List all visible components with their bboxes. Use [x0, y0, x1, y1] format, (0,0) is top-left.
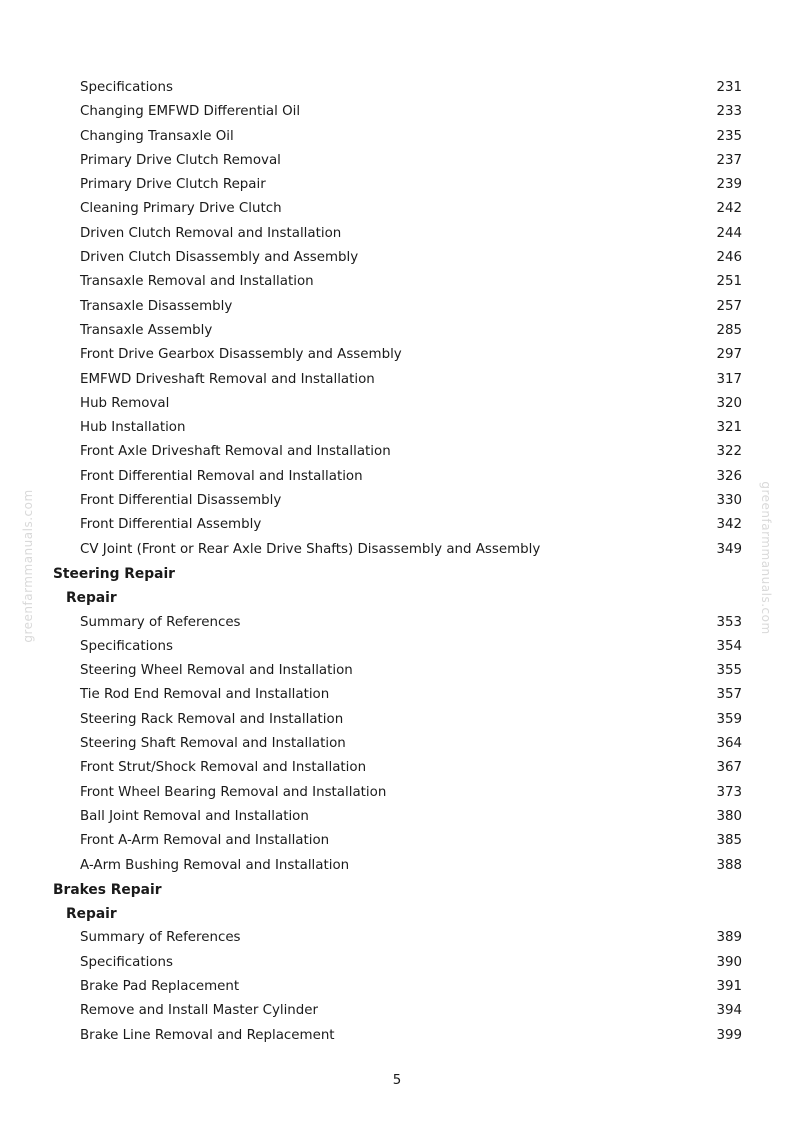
- toc-entry[interactable]: [0, 829, 794, 853]
- toc-entry-title: Front Differential Assembly: [80, 517, 262, 533]
- toc-entry-page-number: 391: [716, 978, 742, 994]
- toc-entry-page-number: 354: [716, 638, 742, 654]
- toc-entry-title: Front Differential Disassembly: [80, 493, 282, 509]
- toc-entry-title: Primary Drive Clutch Repair: [80, 177, 266, 193]
- toc-entry-title: Brakes Repair: [53, 881, 162, 898]
- toc-entry-title: Steering Wheel Removal and Installation: [80, 663, 353, 679]
- toc-entry-title: A-Arm Bushing Removal and Installation: [80, 857, 350, 873]
- toc-entry-page-number: 317: [716, 371, 742, 387]
- toc-entry-title: EMFWD Driveshaft Removal and Installation: [80, 371, 375, 387]
- toc-entry[interactable]: [0, 295, 794, 319]
- toc-entry-page-number: 380: [716, 808, 742, 824]
- toc-entry-page-number: 399: [716, 1027, 742, 1043]
- toc-entry-page-number: 373: [716, 784, 742, 800]
- toc-entry-title: Hub Removal: [80, 395, 170, 411]
- toc-entry-title: Transaxle Removal and Installation: [80, 274, 314, 290]
- toc-entry-page-number: 242: [716, 201, 742, 217]
- toc-entry-page-number: 367: [716, 760, 742, 776]
- toc-entry[interactable]: [0, 246, 794, 270]
- toc-entry[interactable]: [0, 222, 794, 246]
- toc-section-heading[interactable]: [0, 562, 794, 586]
- toc-entry-title: Transaxle Disassembly: [80, 298, 233, 314]
- toc-entry[interactable]: [0, 392, 794, 416]
- toc-entry[interactable]: [0, 805, 794, 829]
- toc-entry-page-number: 353: [716, 614, 742, 630]
- toc-entry-page-number: 390: [716, 954, 742, 970]
- toc-entry-page-number: 297: [716, 347, 742, 363]
- toc-entry[interactable]: [0, 708, 794, 732]
- toc-entry-title: Cleaning Primary Drive Clutch: [80, 201, 282, 217]
- toc-entry[interactable]: [0, 781, 794, 805]
- watermark-left: greenfarmmanuals.com: [21, 489, 35, 643]
- toc-entry-title: Steering Repair: [53, 565, 175, 582]
- toc-entry-page-number: 233: [716, 104, 742, 120]
- toc-entry-title: CV Joint (Front or Rear Axle Drive Shafts) Disassembly and Assembly: [80, 541, 541, 557]
- toc-entry-page-number: 285: [716, 322, 742, 338]
- toc-entry-title: Transaxle Assembly: [80, 322, 213, 338]
- toc-entry-title: Driven Clutch Disassembly and Assembly: [80, 250, 359, 266]
- toc-entry[interactable]: [0, 926, 794, 950]
- toc-entry-page-number: 251: [716, 274, 742, 290]
- toc-entry-title: Ball Joint Removal and Installation: [80, 808, 309, 824]
- toc-entry-title: Changing Transaxle Oil: [80, 128, 234, 144]
- toc-entry-page-number: 237: [716, 152, 742, 168]
- page-number: 5: [392, 1073, 402, 1088]
- toc-entry-page-number: 246: [716, 250, 742, 266]
- toc-entry-page-number: 239: [716, 177, 742, 193]
- toc-entry[interactable]: [0, 756, 794, 780]
- toc-entry-page-number: 322: [716, 444, 742, 460]
- toc-entry-title: Front Axle Driveshaft Removal and Installation: [80, 444, 391, 460]
- toc-entry-page-number: 231: [716, 80, 742, 95]
- toc-entry-page-number: 394: [716, 1003, 742, 1019]
- toc-entry[interactable]: [0, 538, 794, 562]
- toc-entry[interactable]: [0, 100, 794, 124]
- toc-entry[interactable]: [0, 659, 794, 683]
- toc-entry-title: Repair: [66, 590, 117, 607]
- toc-entry-title: Primary Drive Clutch Removal: [80, 152, 281, 168]
- toc-entry-page-number: 385: [716, 833, 742, 849]
- toc-entry-title: Driven Clutch Removal and Installation: [80, 225, 342, 241]
- toc-entry-page-number: 388: [716, 857, 742, 873]
- toc-entry-title: Front Differential Removal and Installation: [80, 468, 363, 484]
- toc-entry-title: Summary of References: [80, 930, 241, 946]
- toc-entry-title: Repair: [66, 906, 117, 923]
- table-of-contents: [0, 76, 794, 1048]
- toc-entry-title: Remove and Install Master Cylinder: [80, 1003, 319, 1019]
- toc-entry[interactable]: [0, 854, 794, 878]
- toc-entry-title: Specifications: [80, 954, 173, 970]
- toc-entry-title: Front Strut/Shock Removal and Installation: [80, 760, 367, 776]
- toc-entry[interactable]: [0, 611, 794, 635]
- toc-entry-title: Brake Line Removal and Replacement: [80, 1027, 335, 1043]
- toc-entry-title: Summary of References: [80, 614, 241, 630]
- toc-entry-title: Front Drive Gearbox Disassembly and Assembly: [80, 347, 402, 363]
- toc-subsection-heading[interactable]: [0, 586, 794, 610]
- toc-entry-page-number: 364: [716, 736, 742, 752]
- toc-entry-title: Steering Rack Removal and Installation: [80, 711, 344, 727]
- toc-section-heading[interactable]: [0, 878, 794, 902]
- toc-entry-title: Brake Pad Replacement: [80, 978, 240, 994]
- toc-entry[interactable]: [0, 173, 794, 197]
- toc-entry-page-number: 235: [716, 128, 742, 144]
- toc-entry[interactable]: [0, 270, 794, 294]
- toc-entry-title: Tie Rod End Removal and Installation: [80, 687, 330, 703]
- toc-entry[interactable]: [0, 440, 794, 464]
- toc-entry-title: Front Wheel Bearing Removal and Installation: [80, 784, 387, 800]
- toc-subsection-heading[interactable]: [0, 902, 794, 926]
- toc-entry[interactable]: [0, 149, 794, 173]
- toc-entry-page-number: 321: [716, 420, 742, 436]
- toc-entry[interactable]: [0, 999, 794, 1023]
- toc-entry-page-number: 359: [716, 711, 742, 727]
- toc-entry[interactable]: [0, 951, 794, 975]
- toc-entry[interactable]: [0, 635, 794, 659]
- toc-entry-title: Specifications: [80, 80, 173, 95]
- toc-entry-page-number: 342: [716, 517, 742, 533]
- toc-entry[interactable]: [0, 76, 794, 100]
- toc-entry[interactable]: [0, 683, 794, 707]
- toc-entry[interactable]: [0, 513, 794, 537]
- toc-entry[interactable]: [0, 368, 794, 392]
- toc-entry[interactable]: [0, 416, 794, 440]
- toc-entry[interactable]: [0, 319, 794, 343]
- toc-entry-title: Changing EMFWD Differential Oil: [80, 104, 301, 120]
- toc-entry[interactable]: [0, 732, 794, 756]
- toc-entry[interactable]: [0, 975, 794, 999]
- toc-entry-page-number: 389: [716, 930, 742, 946]
- toc-entry-page-number: 326: [716, 468, 742, 484]
- toc-entry-title: Steering Shaft Removal and Installation: [80, 736, 346, 752]
- toc-entry-page-number: 320: [716, 395, 742, 411]
- toc-entry-page-number: 357: [716, 687, 742, 703]
- toc-entry-page-number: 349: [716, 541, 742, 557]
- toc-entry-page-number: 355: [716, 663, 742, 679]
- watermark-right: greenfarmmanuals.com: [759, 481, 773, 635]
- toc-entry[interactable]: [0, 489, 794, 513]
- toc-entry-page-number: 244: [716, 225, 742, 241]
- toc-entry[interactable]: [0, 1024, 794, 1048]
- toc-entry[interactable]: [0, 125, 794, 149]
- toc-entry-title: Front A-Arm Removal and Installation: [80, 833, 330, 849]
- toc-entry[interactable]: [0, 343, 794, 367]
- toc-entry-title: Hub Installation: [80, 420, 186, 436]
- toc-entry-page-number: 330: [716, 493, 742, 509]
- toc-entry-page-number: 257: [716, 298, 742, 314]
- toc-entry[interactable]: [0, 465, 794, 489]
- toc-entry[interactable]: [0, 197, 794, 221]
- toc-entry-title: Specifications: [80, 638, 173, 654]
